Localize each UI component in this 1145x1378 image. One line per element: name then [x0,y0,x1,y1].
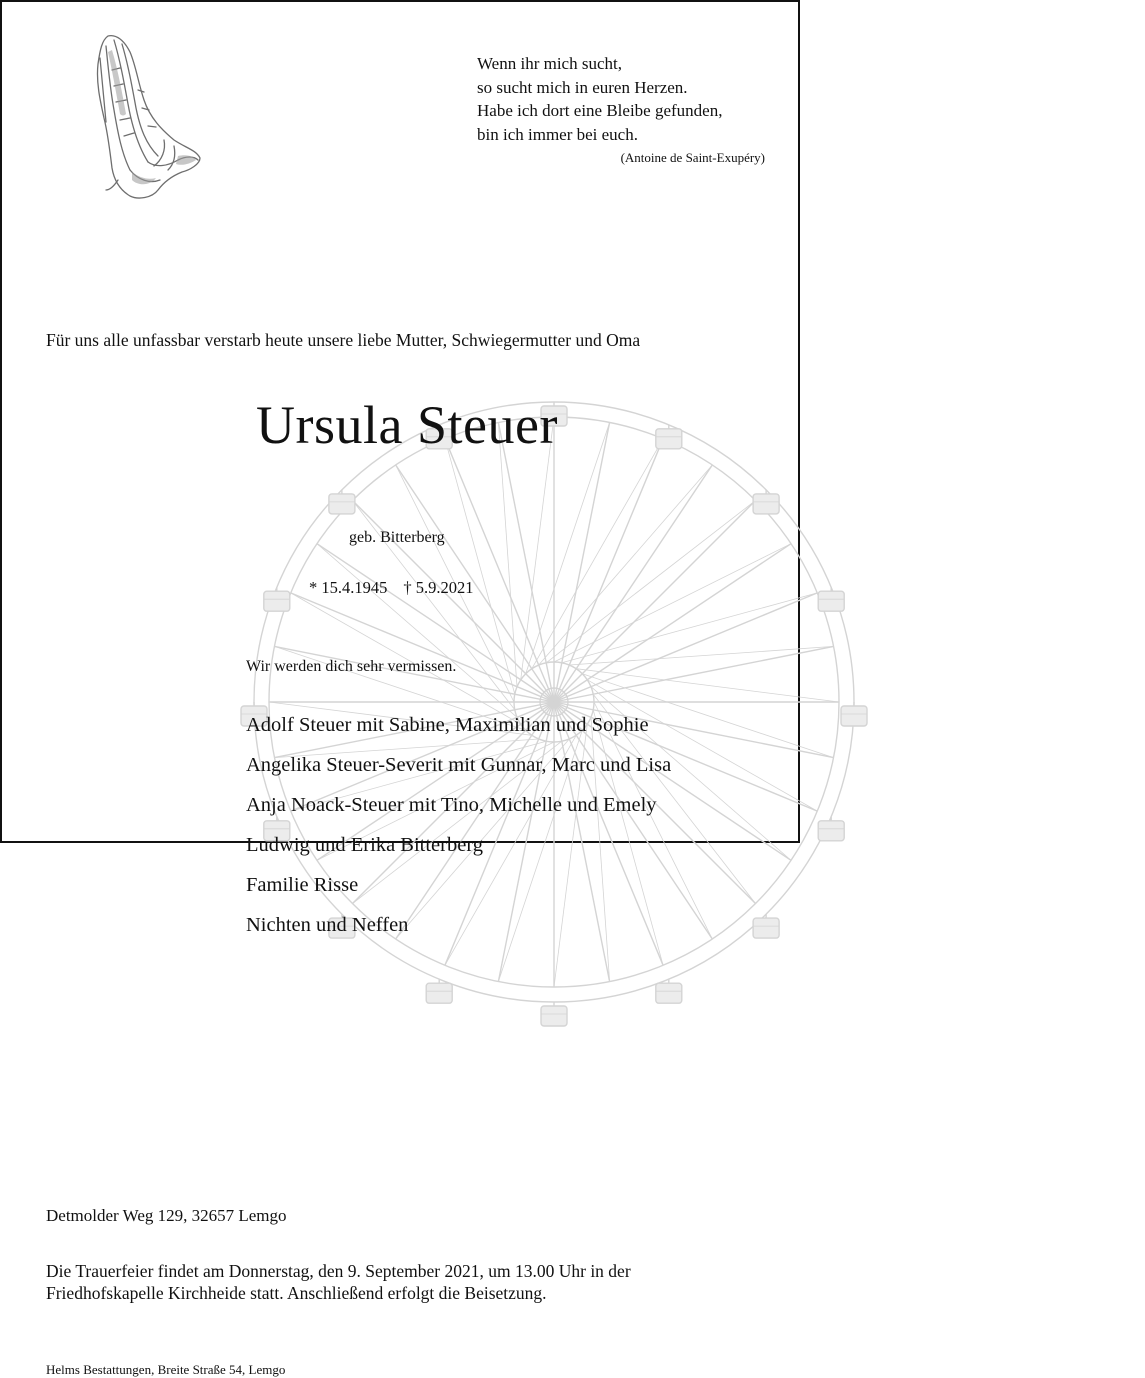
mourner-item: Nichten und Neffen [246,914,409,936]
poem-line: Habe ich dort eine Bleibe gefunden, [477,101,723,120]
mourner-item: Angelika Steuer-Severit mit Gunnar, Marc und Lisa [246,754,672,776]
mourner-item: Familie Risse [246,874,359,896]
poem-line: Wenn ihr mich sucht, [477,54,622,73]
mourner-item: Anja Noack-Steuer mit Tino, Michelle und Emely [246,794,657,816]
birth-date: * 15.4.1945 [309,578,388,597]
mourner-item: Adolf Steuer mit Sabine, Maximilian und Sophie [246,714,649,736]
miss-line: Wir werden dich sehr vermissen. [246,658,457,675]
mourner-list [246,710,1042,950]
poem-line: so sucht mich in euren Herzen. [477,77,688,97]
maiden-name: geb. Bitterberg [349,529,445,546]
deceased-name: Ursula Steuer [256,395,558,455]
family-address: Detmolder Weg 129, 32657 Lemgo [46,1206,287,1225]
life-dates [309,578,1105,598]
service-info [46,1260,746,1304]
poem-author: (Antoine de Saint-Exupéry) [620,150,765,165]
praying-hands-icon [78,30,202,202]
poem-block [477,52,777,168]
mourner-item: Ludwig und Erika Bitterberg [246,834,484,856]
funeral-home: Helms Bestattungen, Breite Straße 54, Lemgo [46,1362,286,1377]
death-date: † 5.9.2021 [403,578,474,597]
service-line: Friedhofskapelle Kirchheide statt. Anschließend erfolgt die Beisetzung. [46,1283,547,1303]
service-line: Die Trauerfeier findet am Donnerstag, den 9. September 2021, um 13.00 Uhr in der [46,1261,631,1281]
poem-line: bin ich immer bei euch. [477,124,638,144]
intro-text: Für uns alle unfassbar verstarb heute unsere liebe Mutter, Schwiegermutter und Oma [46,330,641,350]
